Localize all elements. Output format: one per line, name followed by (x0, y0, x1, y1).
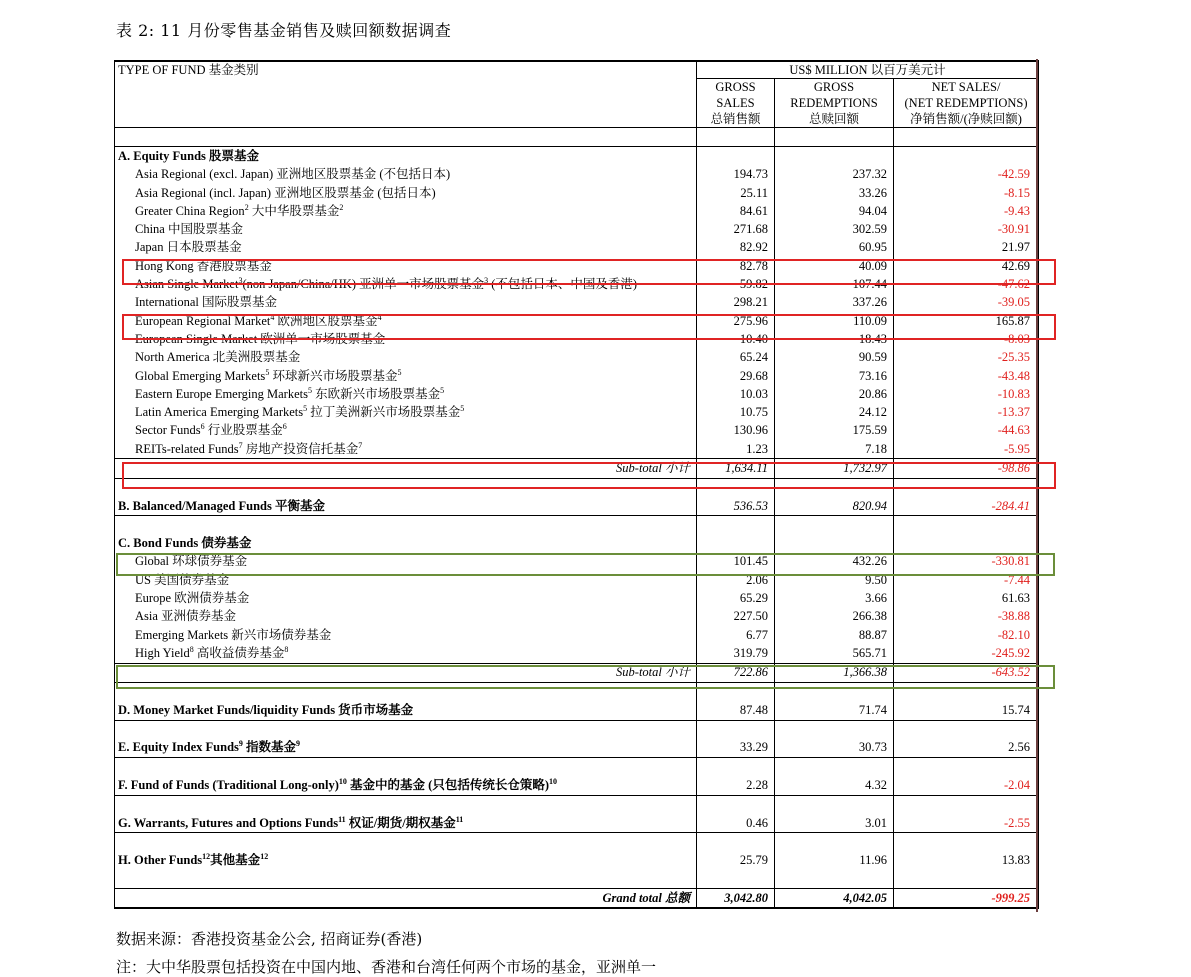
other-funds-row: H. Other Funds$^{12}$其他基金$^{12}$ 25.79 11.96 13.83 (115, 852, 1039, 870)
net-sales-cell: -10.83 (894, 385, 1039, 403)
fund-name: International 国际股票基金 (115, 294, 697, 312)
table-row (115, 367, 1039, 385)
net-sales-cell: 42.69 (894, 257, 1039, 275)
equity-section (115, 147, 1039, 459)
gross-sales-cell: 298.21 (697, 294, 775, 312)
table-row (115, 403, 1039, 421)
net-sales-cell: -38.88 (894, 608, 1039, 626)
gross-redemptions-cell: 24.12 (775, 403, 894, 421)
gross-sales-header: GROSS (697, 79, 775, 96)
fund-name: Sector Funds$^6$ 行业股票基金$^6$ (115, 422, 697, 440)
fund-of-funds-row: F. Fund of Funds (Traditional Long-only)$^{10}$ 基金中的基金 (只包括传统长仓策略)$^{10}$ 2.28 4.32 -2.04 (115, 776, 1039, 795)
net-sales-cell: -25.35 (894, 349, 1039, 367)
fund-name: Global 环球债券基金 (115, 553, 697, 571)
fund-name: European Regional Market$^4$ 欧洲地区股票基金$^4$ (115, 312, 697, 330)
gross-sales-cell: 275.96 (697, 312, 775, 330)
fund-name: Asia Regional (incl. Japan) 亚洲地区股票基金 (包括日本) (115, 184, 697, 202)
net-sales-cell: -8.15 (894, 184, 1039, 202)
net-sales-cell: 165.87 (894, 312, 1039, 330)
fund-name: REITs-related Funds$^7$ 房地产投资信托基金$^7$ (115, 440, 697, 459)
gross-redemptions-cell: 18.43 (775, 330, 894, 348)
fund-name: Hong Kong 香港股票基金 (115, 257, 697, 275)
table-row (115, 644, 1039, 663)
table-row (115, 166, 1039, 184)
gross-sales-cell: 65.29 (697, 589, 775, 607)
net-sales-cell: -43.48 (894, 367, 1039, 385)
gross-sales-cell: 59.82 (697, 275, 775, 293)
gross-redemptions-cell: 266.38 (775, 608, 894, 626)
fund-name: Asia 亚洲债券基金 (115, 608, 697, 626)
gross-redemptions-cell: 20.86 (775, 385, 894, 403)
fund-name: Eastern Europe Emerging Markets$^5$ 东欧新兴市场股票基金$^5$ (115, 385, 697, 403)
gross-redemptions-header: GROSS (775, 79, 894, 96)
fund-name: Japan 日本股票基金 (115, 239, 697, 257)
gross-sales-cell: 10.03 (697, 385, 775, 403)
fund-name: Global Emerging Markets$^5$ 环球新兴市场股票基金$^5$ (115, 367, 697, 385)
net-sales-cell: -330.81 (894, 553, 1039, 571)
bond-section (115, 535, 1039, 664)
equity-index-row: E. Equity Index Funds$^9$ 指数基金$^9$ 33.29 30.73 2.56 (115, 739, 1039, 758)
gross-redemptions-cell: 88.87 (775, 626, 894, 644)
table-row (115, 312, 1039, 330)
net-sales-cell: -9.43 (894, 202, 1039, 220)
fund-name: Asian Single Market$^3$(non Japan/China/HK) 亚洲单一市场股票基金$^3$ (不包括日本、中国及香港) (115, 275, 697, 293)
gross-redemptions-cell: 73.16 (775, 367, 894, 385)
gross-redemptions-cell: 107.44 (775, 275, 894, 293)
table-row (115, 184, 1039, 202)
gross-sales-cell: 29.68 (697, 367, 775, 385)
gross-redemptions-cell: 7.18 (775, 440, 894, 459)
net-sales-cell: -8.03 (894, 330, 1039, 348)
table-row (115, 608, 1039, 626)
gross-sales-cell: 10.40 (697, 330, 775, 348)
fund-name: Asia Regional (excl. Japan) 亚洲地区股票基金 (不包括日本) (115, 166, 697, 184)
data-source: 数据来源：香港投资基金公会, 招商证券(香港) (116, 930, 423, 948)
gross-sales-cell: 227.50 (697, 608, 775, 626)
fund-name: High Yield$^8$ 高收益债券基金$^8$ (115, 644, 697, 663)
table-row (115, 626, 1039, 644)
table-caption: 表 2: 11 月份零售基金销售及赎回额数据调查 (116, 21, 452, 40)
gross-sales-cell: 2.06 (697, 571, 775, 589)
net-sales-header: NET SALES/ (894, 79, 1039, 96)
fund-name: Europe 欧洲债券基金 (115, 589, 697, 607)
fund-sales-table (114, 60, 1039, 909)
gross-redemptions-cell: 33.26 (775, 184, 894, 202)
gross-sales-cell: 65.24 (697, 349, 775, 367)
table-row (115, 275, 1039, 293)
net-sales-cell: -39.05 (894, 294, 1039, 312)
table-row (115, 220, 1039, 238)
table-row (115, 202, 1039, 220)
gross-redemptions-cell: 94.04 (775, 202, 894, 220)
gross-redemptions-cell: 90.59 (775, 349, 894, 367)
header-row-2 (115, 79, 1039, 96)
gross-sales-cell: 84.61 (697, 202, 775, 220)
table-row (115, 294, 1039, 312)
net-sales-cell: -47.62 (894, 275, 1039, 293)
table-row (115, 553, 1039, 571)
table-row (115, 589, 1039, 607)
money-market-row: D. Money Market Funds/liquidity Funds 货币市场基金 87.48 71.74 15.74 (115, 701, 1039, 720)
section-title: C. Bond Funds 债券基金 (115, 535, 697, 553)
gross-sales-cell: 1.23 (697, 440, 775, 459)
fund-name: Latin America Emerging Markets$^5$ 拉丁美洲新兴市场股票基金$^5$ (115, 403, 697, 421)
gross-redemptions-cell: 175.59 (775, 422, 894, 440)
header-row-1 (115, 61, 1039, 79)
gross-sales-cell: 319.79 (697, 644, 775, 663)
gross-sales-cell: 82.78 (697, 257, 775, 275)
gross-redemptions-cell: 237.32 (775, 166, 894, 184)
gross-sales-cell: 6.77 (697, 626, 775, 644)
gross-redemptions-cell: 9.50 (775, 571, 894, 589)
section-title: A. Equity Funds 股票基金 (115, 147, 697, 166)
table-row (115, 422, 1039, 440)
net-sales-cell: -245.92 (894, 644, 1039, 663)
header-row-4: 总销售额 总赎回额 净销售额/(净赎回额) (115, 111, 1039, 128)
table-row (115, 330, 1039, 348)
header-row-3: SALES REDEMPTIONS (NET REDEMPTIONS) (115, 95, 1039, 111)
gross-redemptions-cell: 40.09 (775, 257, 894, 275)
gross-redemptions-cell: 565.71 (775, 644, 894, 663)
gross-redemptions-cell: 302.59 (775, 220, 894, 238)
gross-sales-cell: 82.92 (697, 239, 775, 257)
table-row (115, 349, 1039, 367)
footnote: 注：大中华股票包括投资在中国内地、香港和台湾任何两个市场的基金，亚洲单一 (116, 958, 657, 976)
gross-redemptions-cell: 60.95 (775, 239, 894, 257)
gross-sales-cell: 194.73 (697, 166, 775, 184)
net-sales-cell: -44.63 (894, 422, 1039, 440)
table-row (115, 257, 1039, 275)
gross-sales-cell: 130.96 (697, 422, 775, 440)
gross-sales-cell: 10.75 (697, 403, 775, 421)
gross-redemptions-cell: 337.26 (775, 294, 894, 312)
warrants-row: G. Warrants, Futures and Options Funds$^{11}$ 权证/期货/期权基金$^{11}$ 0.46 3.01 -2.55 (115, 814, 1039, 833)
table-row (115, 239, 1039, 257)
gross-sales-cell: 101.45 (697, 553, 775, 571)
equity-subtotal-row: Sub-total 小计 1,634.11 1,732.97 -98.86 (115, 459, 1039, 478)
gross-sales-cell: 25.11 (697, 184, 775, 202)
net-sales-cell: -82.10 (894, 626, 1039, 644)
fund-name: Greater China Region$^2$ 大中华股票基金$^2$ (115, 202, 697, 220)
net-sales-cell: -30.91 (894, 220, 1039, 238)
gross-redemptions-cell: 110.09 (775, 312, 894, 330)
table-right-border (1036, 59, 1038, 912)
fund-name: European Single Market 欧洲单一市场股票基金 (115, 330, 697, 348)
table-row (115, 440, 1039, 459)
type-of-fund-header: TYPE OF FUND 基金类别 (115, 61, 697, 79)
balanced-row: B. Balanced/Managed Funds 平衡基金 536.53 820.94 -284.41 (115, 497, 1039, 516)
fund-name: US 美国债券基金 (115, 571, 697, 589)
net-sales-cell: -42.59 (894, 166, 1039, 184)
gross-redemptions-cell: 3.66 (775, 589, 894, 607)
table-row (115, 571, 1039, 589)
net-sales-cell: -5.95 (894, 440, 1039, 459)
gross-sales-cell: 271.68 (697, 220, 775, 238)
net-sales-cell: 21.97 (894, 239, 1039, 257)
net-sales-cell: -7.44 (894, 571, 1039, 589)
net-sales-cell: -13.37 (894, 403, 1039, 421)
unit-header: US$ MILLION 以百万美元计 (697, 61, 1039, 79)
bond-subtotal-row: Sub-total 小计 722.86 1,366.38 -643.52 (115, 663, 1039, 682)
fund-name: North America 北美洲股票基金 (115, 349, 697, 367)
grand-total-row: Grand total 总额 3,042.80 4,042.05 -999.25 (115, 889, 1039, 909)
fund-name: Emerging Markets 新兴市场债券基金 (115, 626, 697, 644)
fund-name: China 中国股票基金 (115, 220, 697, 238)
gross-redemptions-cell: 432.26 (775, 553, 894, 571)
net-sales-cell: 61.63 (894, 589, 1039, 607)
table-row (115, 385, 1039, 403)
